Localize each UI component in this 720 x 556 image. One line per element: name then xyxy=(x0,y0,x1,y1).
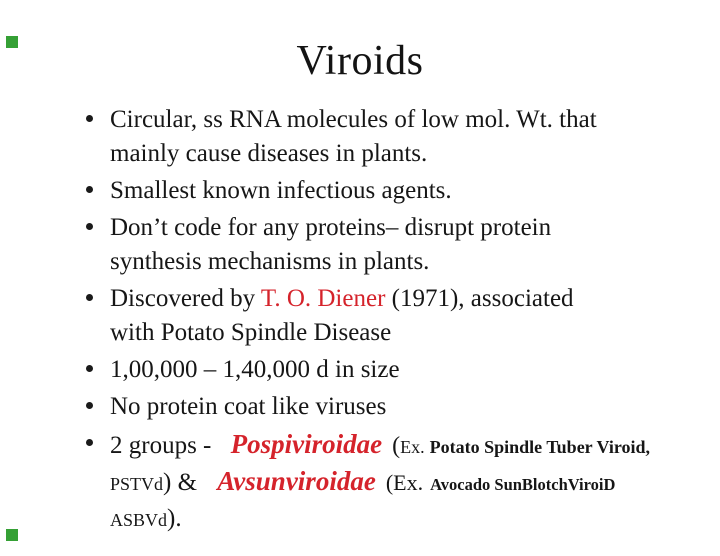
green-marker-bottom xyxy=(6,529,18,541)
text-line xyxy=(110,464,660,502)
bullet-icon xyxy=(86,402,93,409)
text-line xyxy=(110,502,660,537)
example-pstv: Potato Spindle Tuber Viroid, xyxy=(429,437,651,457)
bullet-icon xyxy=(86,186,93,193)
abbr-pstvd: PSTVd xyxy=(110,474,164,494)
bullet-item-smallest-agents xyxy=(86,174,660,208)
green-marker-top xyxy=(6,36,18,48)
bullet-icon xyxy=(86,294,93,301)
text-segment: ( xyxy=(386,433,401,459)
discoverer-name: T. O. Diener xyxy=(260,285,386,312)
bullet-list xyxy=(0,103,720,537)
example-asbv: Avocado SunBlotchViroiD xyxy=(430,475,616,494)
bullet-item-size xyxy=(86,353,660,387)
family-name-pospiviroidae: Pospiviroidae xyxy=(230,429,383,459)
bullet-icon xyxy=(86,365,93,372)
text-line: Circular, ss RNA molecules of low mol. Wt. that xyxy=(110,106,597,133)
bullet-item-circular-rna xyxy=(86,103,660,171)
text-segment: (1971), associated xyxy=(385,285,574,312)
text-segment: Ex. xyxy=(400,437,425,457)
text-segment: Discovered by xyxy=(110,285,261,312)
text-line: Don’t code for any proteins– disrupt protein xyxy=(110,214,552,241)
text-line: 1,00,000 – 1,40,000 d in size xyxy=(110,356,400,383)
text-segment: (Ex. xyxy=(385,470,424,495)
text-segment: ). xyxy=(167,505,182,532)
text-line xyxy=(110,282,660,316)
bullet-item-discovery xyxy=(86,282,660,350)
bullet-icon xyxy=(86,439,93,446)
text-line: mainly cause diseases in plants. xyxy=(110,140,428,167)
bullet-icon xyxy=(86,223,93,230)
text-line: Smallest known infectious agents. xyxy=(110,177,452,204)
bullet-item-no-proteins xyxy=(86,211,660,279)
family-name-avsunviroidae: Avsunviroidae xyxy=(217,466,376,496)
bullet-item-no-coat xyxy=(86,390,660,424)
text-segment: 2 groups - xyxy=(110,432,218,459)
text-line xyxy=(110,427,660,464)
text-segment: ) & xyxy=(163,469,204,496)
text-line: No protein coat like viruses xyxy=(110,393,387,420)
bullet-item-two-groups xyxy=(86,427,660,537)
abbr-asbvd: ASBVd xyxy=(110,510,168,530)
slide-title: Viroids xyxy=(296,38,424,84)
text-line: with Potato Spindle Disease xyxy=(110,319,392,346)
text-line: synthesis mechanisms in plants. xyxy=(110,248,430,275)
bullet-icon xyxy=(86,115,93,122)
